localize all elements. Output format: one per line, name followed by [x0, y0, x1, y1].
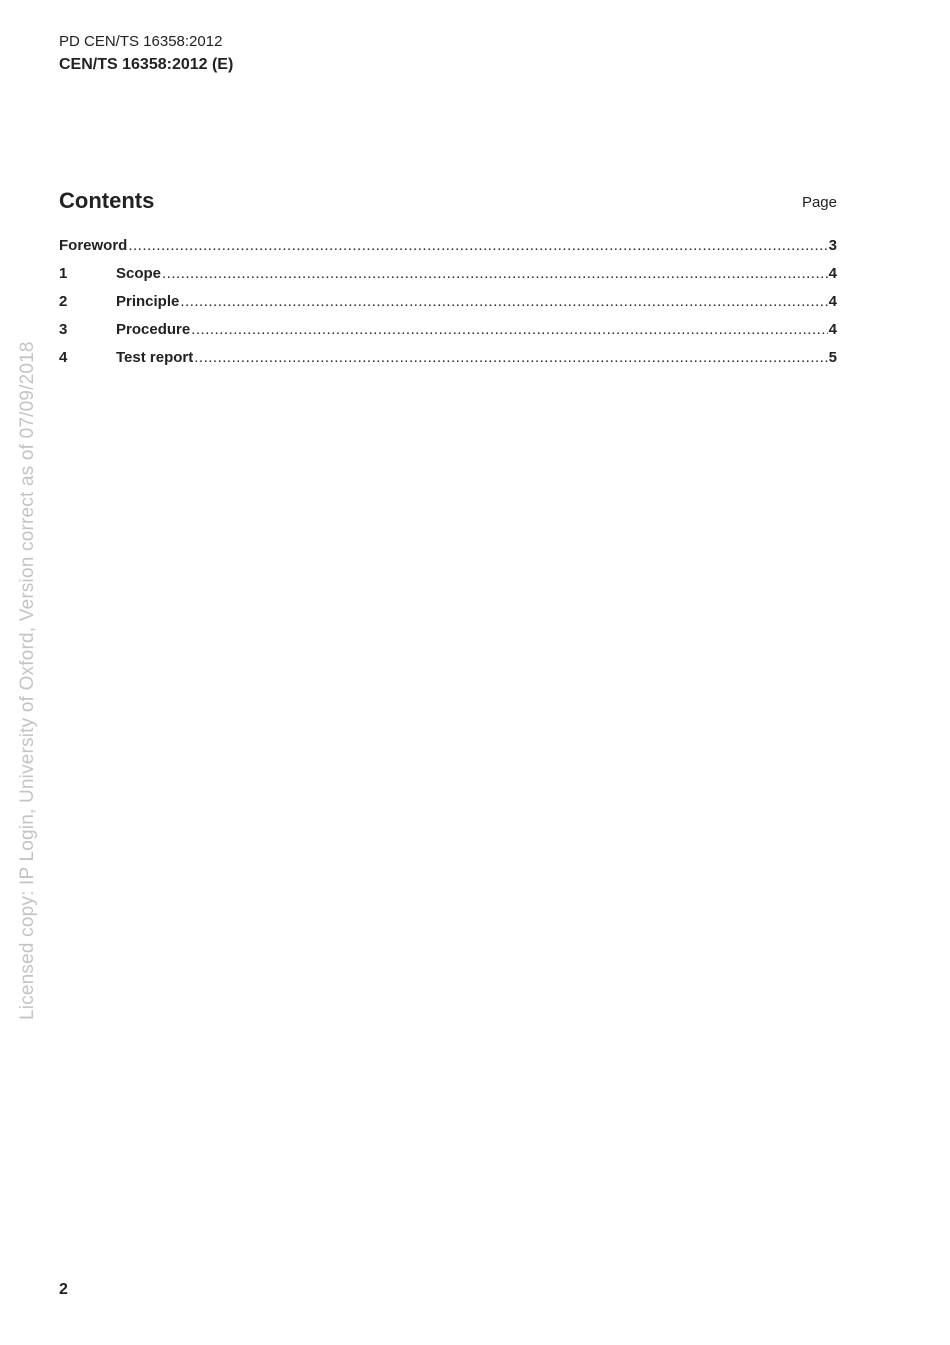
toc-dot-leader [194, 349, 827, 366]
toc-entry-principle[interactable] [59, 293, 837, 321]
document-reference: PD CEN/TS 16358:2012 [59, 33, 223, 50]
toc-entry-number: 4 [59, 349, 68, 366]
toc-entry-scope[interactable] [59, 265, 837, 293]
toc-dot-leader [180, 293, 827, 310]
toc-entry-page: 4 [828, 293, 837, 310]
toc-entry-page: 3 [828, 237, 837, 254]
page-column-label: Page [801, 194, 837, 211]
page-number: 2 [59, 1281, 68, 1298]
toc-entry-title: Procedure [116, 321, 191, 338]
toc-dot-leader [128, 237, 827, 254]
document-designation: CEN/TS 16358:2012 (E) [59, 56, 234, 73]
toc-dot-leader [191, 321, 827, 338]
toc-entry-title: Test report [116, 349, 194, 366]
toc-entry-title: Principle [116, 293, 180, 310]
toc-entry-title: Scope [116, 265, 162, 282]
toc-entry-page: 5 [828, 349, 837, 366]
toc-entry-number: 2 [59, 293, 68, 310]
toc-entry-procedure[interactable] [59, 321, 837, 349]
table-of-contents [59, 237, 837, 377]
toc-entry-page: 4 [828, 265, 837, 282]
toc-entry-number: 1 [59, 265, 68, 282]
contents-title: Contents [59, 188, 155, 213]
toc-entry-test-report[interactable] [59, 349, 837, 377]
toc-entry-title: Foreword [59, 237, 128, 254]
toc-entry-number: 3 [59, 321, 68, 338]
license-watermark: Licensed copy: IP Login, University of Oxford, Version correct as of 07/09/2018 [17, 341, 38, 1020]
toc-entry-foreword[interactable] [59, 237, 837, 265]
toc-dot-leader [162, 265, 828, 282]
toc-entry-page: 4 [828, 321, 837, 338]
